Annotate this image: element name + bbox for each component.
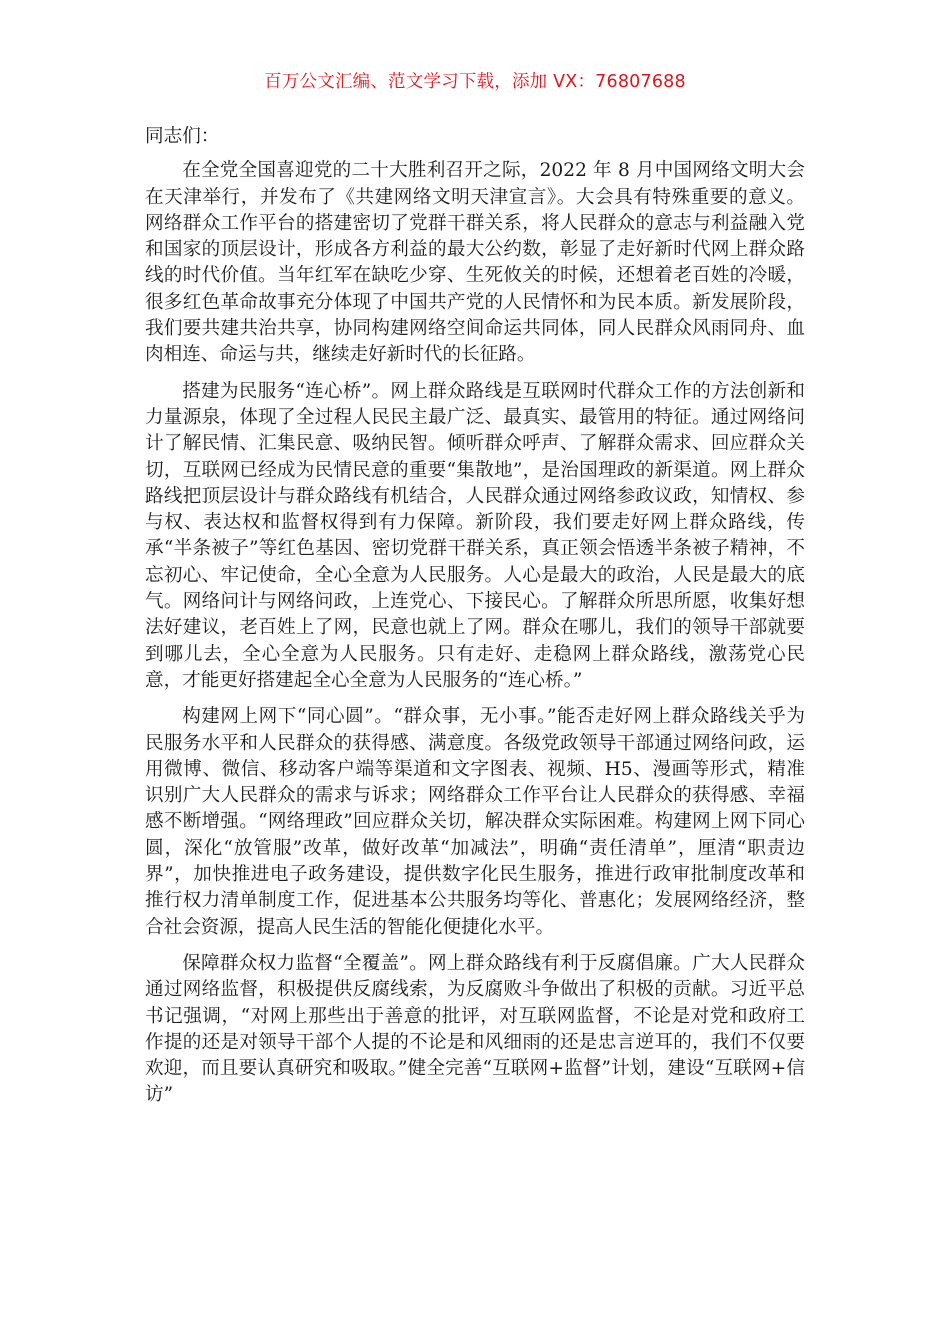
paragraph-circle: 构建网上网下“同心圆”。“群众事，无小事。”能否走好网上群众路线关乎为民服务水平和人民群众的获得感、满意度。各级党政领导干部通过网络问政，运用微博、微信、移动客户端等渠道和文字图表、视频、H5、漫画等形式，精准识别广大人民群众的需求与诉求；网络群众工作平台让人民群众的获得感、幸福感不断增强。“网络理政”回应群众关切，解决群众实际困难。构建网上网下同心圆，深化“放管服”改革，做好改革“加减法”，明确“责任清单”，厘清“职责边界”，加快推进电子政务建设，提供数字化民生服务，推进行政审批制度改革和推行权力清单制度工作，促进基本公共服务均等化、普惠化；发展网络经济，整合社会资源，提高人民生活的智能化便捷化水平。: [145, 706, 805, 938]
salutation: 同志们：: [145, 126, 220, 147]
paragraph-intro: 在全党全国喜迎党的二十大胜利召开之际，2022 年 8 月中国网络文明大会在天津举行，并发布了《共建网络文明天津宣言》。大会具有特殊重要的意义。网络群众工作平台的搭建密切了党群干群关系，将人民群众的意志与利益融入党和国家的顶层设计，形成各方利益的最大公约数，彰显了走好新时代网上群众路线的时代价值。当年红军在缺吃少穿、生死攸关的时候，还想着老百姓的冷暖，很多红色革命故事充分体现了中国共产党的人民情怀和为民本质。新发展阶段，我们要共建共治共享，协同构建网络空间命运共同体，同人民群众风雨同舟、血肉相连、命运与共，继续走好新时代的长征路。: [145, 160, 805, 366]
document-body: [145, 124, 805, 1119]
header-watermark: 百万公文汇编、范文学习下载，添加 VX：76807688: [264, 72, 686, 92]
paragraph-bridge: 搭建为民服务“连心桥”。网上群众路线是互联网时代群众工作的方法创新和力量源泉，体现了全过程人民民主最广泛、最真实、最管用的特征。通过网络问计了解民情、汇集民意、吸纳民智。倾听群众呼声、了解群众需求、回应群众关切，互联网已经成为民情民意的重要“集散地”，是治国理政的新渠道。网上群众路线把顶层设计与群众路线有机结合，人民群众通过网络参政议政，知情权、参与权、表达权和监督权得到有力保障。新阶段，我们要走好网上群众路线，传承“半条被子”等红色基因、密切党群干群关系，真正领会悟透半条被子精神，不忘初心、牢记使命，全心全意为人民服务。人心是最大的政治，人民是最大的底气。网络问计与网络问政，上连党心、下接民心。了解群众所思所愿，收集好想法好建议，老百姓上了网，民意也就上了网。群众在哪儿，我们的领导干部就要到哪儿去，全心全意为人民服务。只有走好、走稳网上群众路线，激荡党心民意，才能更好搭建起全心全意为人民服务的“连心桥。”: [145, 380, 805, 691]
paragraph-supervision: 保障群众权力监督“全覆盖”。网上群众路线有利于反腐倡廉。广大人民群众通过网络监督，积极提供反腐线索，为反腐败斗争做出了积极的贡献。习近平总书记强调，“对网上那些出于善意的批评，对互联网监督，不论是对党和政府工作提的还是对领导干部个人提的不论是和风细雨的还是忠言逆耳的，我们不仅要欢迎，而且要认真研究和吸取。”健全完善“互联网+监督”计划，建设“互联网+信访”: [145, 952, 805, 1106]
